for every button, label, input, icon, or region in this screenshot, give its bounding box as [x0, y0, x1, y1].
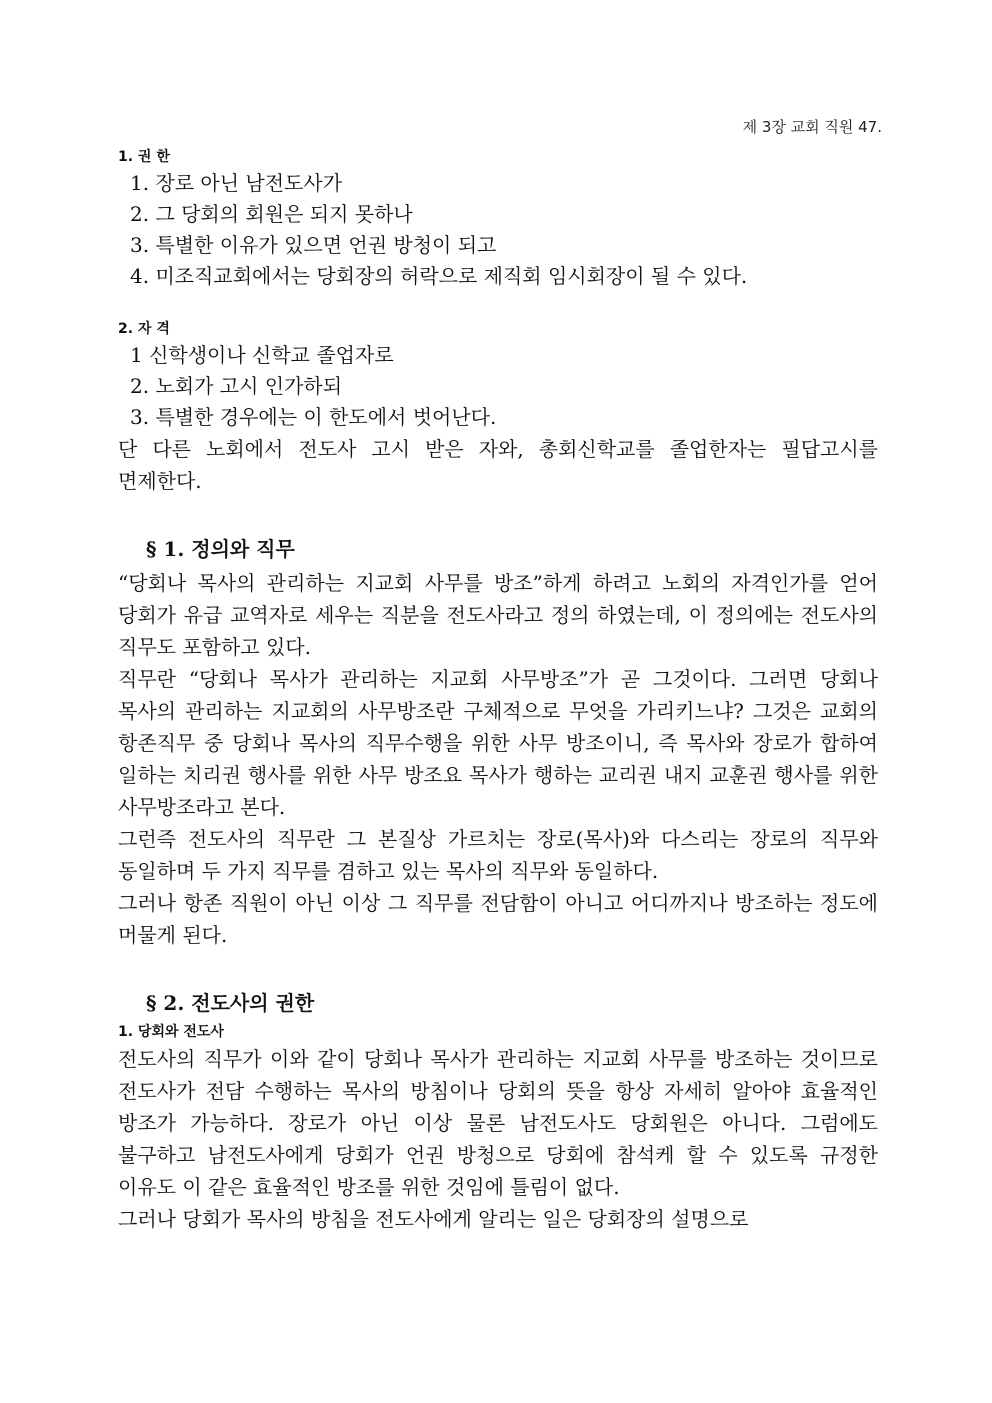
page-content — [118, 146, 878, 1235]
subheading-authority: 1. 권 한 — [118, 149, 170, 165]
list-item: 4. 미조직교회에서는 당회장의 허락으로 제직회 임시회장이 될 수 있다. — [130, 264, 748, 288]
paragraph: “당회나 목사의 관리하는 지교회 사무를 방조”하게 하려고 노회의 자격인가를 얻어 당회가 유급 교역자로 세우는 직분을 전도사라고 정의 하였는데, 이 정의에는 전도사의 직무도 포함하고 있다. — [118, 571, 878, 659]
paragraph: 전도사의 직무가 이와 같이 당회나 목사가 관리하는 지교회 사무를 방조하는 것이므로 전도사가 전담 수행하는 목사의 방침이나 당회의 뜻을 항상 자세히 알아야 효율적인 방조가 가능하다. 장로가 아닌 이상 물론 남전도사도 당회원은 아니다. 그럼에도 불구하고 남전도사에게 당회가 언권 방청으로 당회에 참석케 할 수 있도록 규정한 이유도 이 같은 효율적인 방조를 위한 것임에 틀림이 없다. — [118, 1047, 878, 1199]
paragraph: 직무란 “당회나 목사가 관리하는 지교회 사무방조”가 곧 그것이다. 그러면 당회나 목사의 관리하는 지교회의 사무방조란 구체적으로 무엇을 가리키느냐? 그것은 교회의 항존직무 중 당회나 목사의 직무수행을 위한 사무 방조이니, 즉 목사와 장로가 합하여 일하는 치리권 행사를 위한 사무 방조요 목사가 행하는 교리권 내지 교훈권 행사를 위한 사무방조라고 본다. — [118, 667, 878, 819]
list-item: 1. 장로 아닌 남전도사가 — [130, 171, 343, 195]
list-item: 3. 특별한 이유가 있으면 언권 방청이 되고 — [130, 233, 497, 257]
qualification-note: 단 다른 노회에서 전도사 고시 받은 자와, 총회신학교를 졸업한자는 필답고시를 면제한다. — [118, 437, 878, 493]
list-item: 2. 그 당회의 회원은 되지 못하나 — [130, 202, 413, 226]
section-title-definition: § 1. 정의와 직무 — [146, 537, 295, 561]
page-header: 제 3장 교회 직원 47. — [742, 118, 882, 136]
list-item: 2. 노회가 고시 인가하되 — [130, 374, 343, 398]
list-item: 3. 특별한 경우에는 이 한도에서 벗어난다. — [130, 405, 497, 429]
subheading-session-and-evangelist: 1. 당회와 전도사 — [118, 1024, 224, 1040]
list-item: 1 신학생이나 신학교 졸업자로 — [130, 343, 394, 367]
paragraph: 그러나 당회가 목사의 방침을 전도사에게 알리는 일은 당회장의 설명으로 — [118, 1207, 749, 1231]
paragraph: 그런즉 전도사의 직무란 그 본질상 가르치는 장로(목사)와 다스리는 장로의 직무와 동일하며 두 가지 직무를 겸하고 있는 목사의 직무와 동일하다. — [118, 827, 878, 883]
paragraph: 그러나 항존 직원이 아닌 이상 그 직무를 전담함이 아니고 어디까지나 방조하는 정도에 머물게 된다. — [118, 891, 878, 947]
section-title-authority: § 2. 전도사의 권한 — [146, 991, 315, 1015]
subheading-qualification: 2. 자 격 — [118, 321, 170, 337]
